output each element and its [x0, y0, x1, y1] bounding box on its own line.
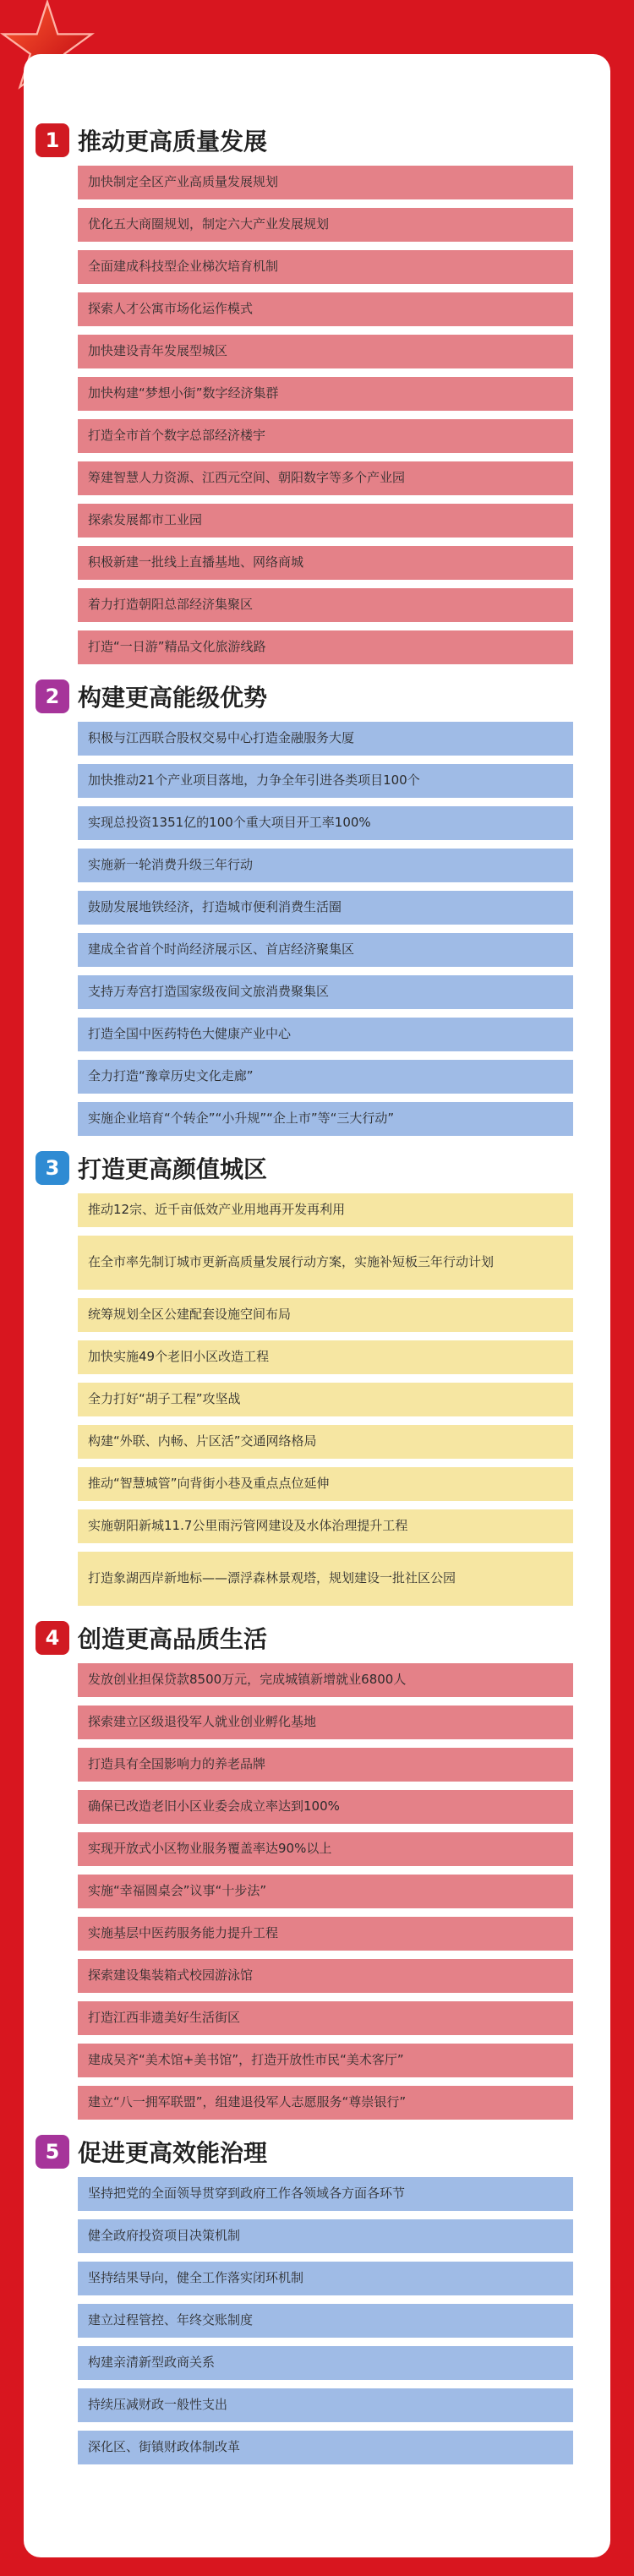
section-title: 构建更高能级优势	[78, 684, 268, 712]
list-item: 建成全省首个时尚经济展示区、首店经济聚集区	[78, 933, 573, 967]
list-item: 打造江西非遗美好生活街区	[78, 2001, 573, 2035]
list-item: 实施新一轮消费升级三年行动	[78, 849, 573, 882]
list-item: 积极与江西联合股权交易中心打造金融服务大厦	[78, 722, 573, 756]
list-item: 坚持把党的全面领导贯穿到政府工作各领域各方面各环节	[78, 2177, 573, 2211]
list-item: 构建“外联、内畅、片区活”交通网络格局	[78, 1425, 573, 1459]
list-item: 建立“八一拥军联盟”，组建退役军人志愿服务“尊崇银行”	[78, 2086, 573, 2120]
section-header	[45, 2135, 573, 2169]
section-number: 4	[36, 1621, 69, 1655]
list-item: 坚持结果导向，健全工作落实闭环机制	[78, 2262, 573, 2295]
list-item: 着力打造朝阳总部经济集聚区	[78, 588, 573, 622]
section-number: 2	[36, 679, 69, 713]
section-number: 3	[36, 1151, 69, 1185]
list-item: 全力打造“豫章历史文化走廊”	[78, 1060, 573, 1094]
list-item: 在全市率先制订城市更新高质量发展行动方案，实施补短板三年行动计划	[78, 1236, 573, 1290]
list-item: 推动“智慧城管”向背街小巷及重点点位延伸	[78, 1467, 573, 1501]
section-items	[78, 1663, 573, 2120]
list-item: 打造“一日游”精品文化旅游线路	[78, 630, 573, 664]
content-panel	[24, 54, 610, 2557]
list-item: 加快制定全区产业高质量发展规划	[78, 166, 573, 199]
section-title: 打造更高颜值城区	[78, 1155, 268, 1183]
list-item: 健全政府投资项目决策机制	[78, 2219, 573, 2253]
section-header	[45, 1151, 573, 1185]
section-items	[78, 722, 573, 1136]
list-item: 加快构建“梦想小街”数字经济集群	[78, 377, 573, 411]
list-item: 探索建立区级退役军人就业创业孵化基地	[78, 1706, 573, 1739]
list-item: 积极新建一批线上直播基地、网络商城	[78, 546, 573, 580]
list-item: 实施朝阳新城11.7公里雨污管网建设及水体治理提升工程	[78, 1509, 573, 1543]
list-item: 鼓励发展地铁经济，打造城市便利消费生活圈	[78, 891, 573, 925]
list-item: 探索建设集装箱式校园游泳馆	[78, 1959, 573, 1993]
section-header	[45, 123, 573, 157]
list-item: 探索发展都市工业园	[78, 504, 573, 538]
list-item: 打造全市首个数字总部经济楼宇	[78, 419, 573, 453]
list-item: 加快实施49个老旧小区改造工程	[78, 1340, 573, 1374]
section-items	[78, 1193, 573, 1606]
section-header	[45, 679, 573, 713]
list-item: 全面建成科技型企业梯次培育机制	[78, 250, 573, 284]
list-item: 发放创业担保贷款8500万元，完成城镇新增就业6800人	[78, 1663, 573, 1697]
list-item: 探索人才公寓市场化运作模式	[78, 292, 573, 326]
section-4	[45, 1621, 573, 2120]
section-1	[45, 123, 573, 664]
section-title: 创造更高品质生活	[78, 1625, 268, 1653]
list-item: 筹建智慧人力资源、江西元空间、朝阳数字等多个产业园	[78, 461, 573, 495]
list-item: 确保已改造老旧小区业委会成立率达到100%	[78, 1790, 573, 1824]
list-item: 实施企业培育“个转企”“小升规”“企上市”等“三大行动”	[78, 1102, 573, 1136]
section-header	[45, 1621, 573, 1655]
list-item: 建立过程管控、年终交账制度	[78, 2304, 573, 2338]
list-item: 支持万寿宫打造国家级夜间文旅消费聚集区	[78, 975, 573, 1009]
section-5	[45, 2135, 573, 2464]
list-item: 构建亲清新型政商关系	[78, 2346, 573, 2380]
list-item: 打造象湖西岸新地标——漂浮森林景观塔，规划建设一批社区公园	[78, 1552, 573, 1606]
list-item: 深化区、街镇财政体制改革	[78, 2431, 573, 2464]
section-3	[45, 1151, 573, 1606]
section-items	[78, 2177, 573, 2464]
list-item: 实现总投资1351亿的100个重大项目开工率100%	[78, 806, 573, 840]
section-number: 5	[36, 2135, 69, 2169]
list-item: 持续压减财政一般性支出	[78, 2388, 573, 2422]
list-item: 推动12宗、近千亩低效产业用地再开发再利用	[78, 1193, 573, 1227]
section-title: 推动更高质量发展	[78, 128, 268, 156]
list-item: 实施“幸福圆桌会”议事“十步法”	[78, 1875, 573, 1908]
section-2	[45, 679, 573, 1136]
section-items	[78, 166, 573, 664]
list-item: 全力打好“胡子工程”攻坚战	[78, 1383, 573, 1416]
list-item: 实施基层中医药服务能力提升工程	[78, 1917, 573, 1951]
list-item: 加快推动21个产业项目落地，力争全年引进各类项目100个	[78, 764, 573, 798]
list-item: 建成吴齐“美术馆+美书馆”，打造开放性市民“美术客厅”	[78, 2044, 573, 2077]
list-item: 统筹规划全区公建配套设施空间布局	[78, 1298, 573, 1332]
section-title: 促进更高效能治理	[78, 2139, 268, 2167]
list-item: 优化五大商圈规划，制定六大产业发展规划	[78, 208, 573, 242]
list-item: 实现开放式小区物业服务覆盖率达90%以上	[78, 1832, 573, 1866]
section-number: 1	[36, 123, 69, 157]
list-item: 打造全国中医药特色大健康产业中心	[78, 1018, 573, 1051]
list-item: 打造具有全国影响力的养老品牌	[78, 1748, 573, 1782]
list-item: 加快建设青年发展型城区	[78, 335, 573, 368]
